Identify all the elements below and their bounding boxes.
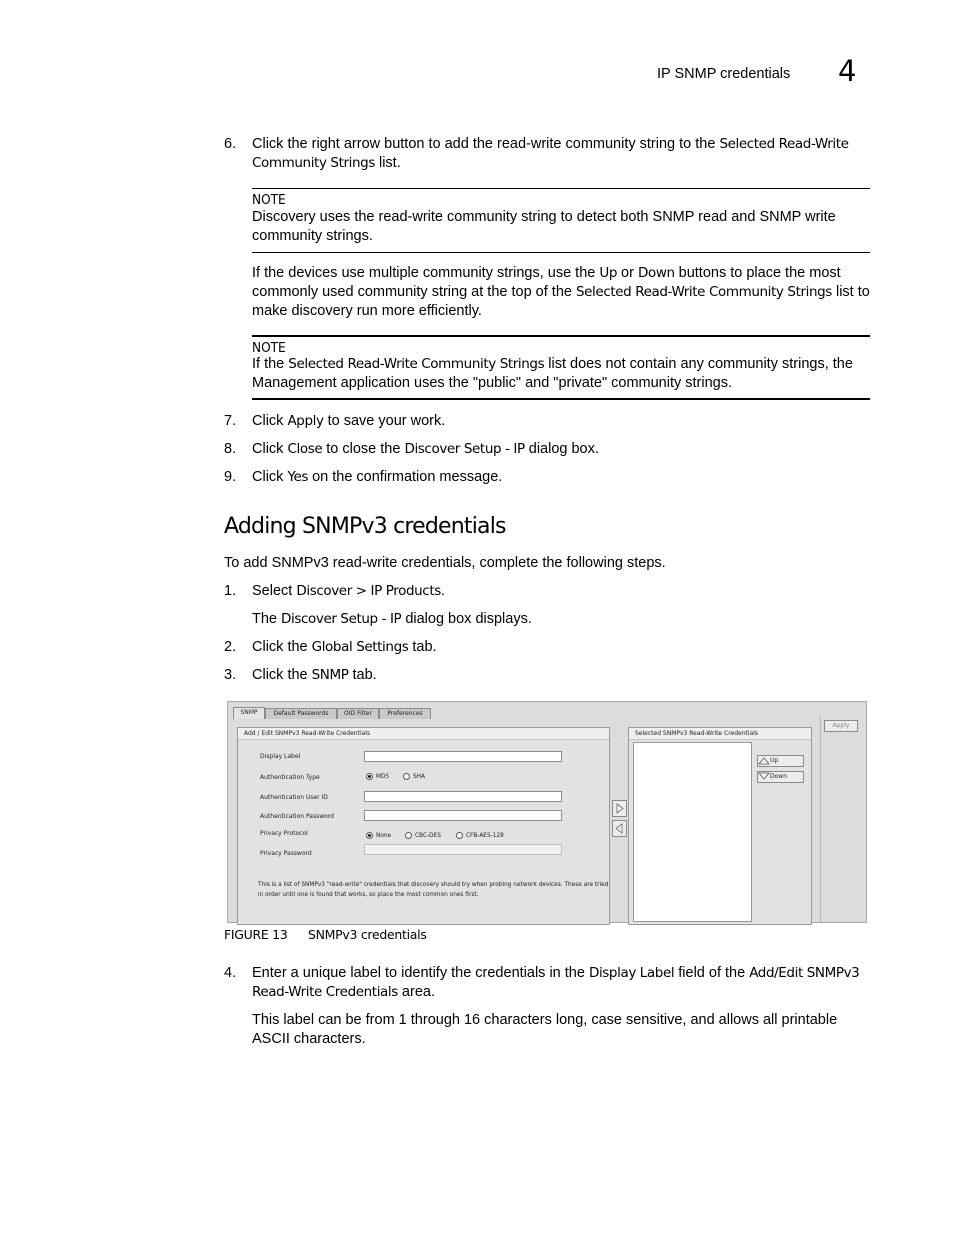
step-4-detail: This label can be from 1 through 16 characters long, case sensitive, and allows all printable ASCII characters. [252, 1012, 838, 1047]
up-button-label: Up [770, 757, 779, 764]
step-3-text: Click the SNMP tab. [252, 667, 377, 683]
note-2-bottom-rule [252, 398, 870, 400]
priv-cfb-aes-label: CFB-AES-128 [466, 833, 504, 839]
auth-type-label: Authentication Type [260, 774, 320, 781]
divider [820, 716, 821, 922]
step-6-number: 6. [224, 136, 237, 152]
tab-snmp[interactable]: SNMP [233, 707, 265, 719]
step-9-number: 9. [224, 469, 237, 485]
step-4-text: Enter a unique label to identify the credentials in the Display Label field of the Add/Edit SNMPv3 Read-Write Credentials area. [252, 965, 860, 1000]
up-button[interactable] [757, 755, 804, 767]
figure-label: FIGURE 13 [224, 927, 288, 942]
running-header-title: IP SNMP credentials [657, 66, 791, 82]
note-1-top-rule [252, 188, 870, 189]
privacy-protocol-label: Privacy Protocol [260, 830, 308, 837]
down-arrow-icon [758, 772, 770, 781]
snmpv3-dialog-screenshot [227, 701, 867, 923]
note-2-heading: NOTE [252, 340, 286, 356]
credentials-edit-panel [237, 727, 610, 925]
auth-password-label: Authentication Password [260, 813, 334, 820]
auth-sha-radio[interactable] [403, 773, 410, 780]
right-panel-title: Selected SNMPv3 Read-Write Credentials [629, 728, 811, 740]
auth-password-field[interactable] [364, 810, 562, 821]
chapter-number: 4 [838, 54, 857, 88]
priv-none-label: None [376, 833, 392, 839]
left-panel-title: Add / Edit SNMPv3 Read-Write Credentials [238, 728, 609, 740]
step-7-number: 7. [224, 413, 237, 429]
privacy-password-field[interactable] [364, 844, 562, 855]
selected-credentials-panel [628, 727, 812, 925]
step-2-number: 2. [224, 639, 237, 655]
tab-oid-filter[interactable]: OID Filter [337, 708, 379, 719]
step-9-text: Click Yes on the confirmation message. [252, 469, 503, 485]
priv-cbc-des-label: CBC-DES [415, 833, 441, 839]
step-2-text: Click the Global Settings tab. [252, 639, 437, 655]
figure-caption: SNMPv3 credentials [308, 927, 427, 942]
display-label-label: Display Label [260, 753, 301, 760]
tab-preferences[interactable]: Preferences [379, 708, 431, 719]
step-7-text: Click Apply to save your work. [252, 413, 446, 429]
priv-cbc-des-radio[interactable] [405, 832, 412, 839]
step-3-number: 3. [224, 667, 237, 683]
right-arrow-icon [613, 801, 626, 816]
down-button[interactable] [757, 771, 804, 783]
down-button-label: Down [770, 773, 788, 780]
privacy-password-label: Privacy Password [260, 850, 312, 857]
step-1-number: 1. [224, 583, 237, 599]
priv-cfb-aes-radio[interactable] [456, 832, 463, 839]
left-arrow-icon [613, 821, 626, 836]
note-2-body: If the Selected Read-Write Community Strings list does not contain any community strings, the Management application uses the "public" and "private" community strings. [252, 356, 853, 391]
auth-sha-label: SHA [413, 774, 426, 780]
note-1-heading: NOTE [252, 192, 286, 208]
auth-md5-label: MD5 [376, 774, 390, 780]
add-right-arrow-button[interactable] [612, 800, 627, 817]
note-1-bottom-rule [252, 252, 870, 253]
auth-user-id-field[interactable] [364, 791, 562, 802]
selected-credentials-list[interactable] [633, 742, 752, 922]
info-text: This is a list of SNMPv3 "read-write" credentials that discovery should try when probing network devices. These are tried in order until one is found that works, so place the most common ones first. [258, 882, 609, 898]
note-1-body: Discovery uses the read-write community string to detect both SNMP read and SNMP write community strings. [252, 209, 836, 244]
step-1-text: Select Discover > IP Products. [252, 583, 445, 599]
remove-left-arrow-button[interactable] [612, 820, 627, 837]
section-intro: To add SNMPv3 read-write credentials, complete the following steps. [224, 555, 666, 571]
up-arrow-icon [758, 756, 770, 765]
auth-md5-radio[interactable] [366, 773, 373, 780]
step-1-result: The Discover Setup - IP dialog box displays. [252, 611, 532, 627]
tab-default-passwords[interactable]: Default Passwords [265, 708, 337, 719]
step-6-text: Click the right arrow button to add the read-write community string to the Selected Read-Write Community Strings list. [252, 136, 849, 171]
step-8-number: 8. [224, 441, 237, 457]
step-4-number: 4. [224, 965, 237, 981]
priv-none-radio[interactable] [366, 832, 373, 839]
section-heading: Adding SNMPv3 credentials [224, 514, 506, 539]
apply-button[interactable]: Apply [824, 720, 858, 732]
auth-user-id-label: Authentication User ID [260, 794, 328, 801]
note-2-top-rule [252, 335, 870, 337]
paragraph-community-strings: If the devices use multiple community strings, use the Up or Down buttons to place the most commonly used community string at the top of the Selected Read-Write Community Strings list to make discovery run more efficiently. [252, 265, 870, 319]
step-8-text: Click Close to close the Discover Setup - IP dialog box. [252, 441, 599, 457]
display-label-field[interactable] [364, 751, 562, 762]
